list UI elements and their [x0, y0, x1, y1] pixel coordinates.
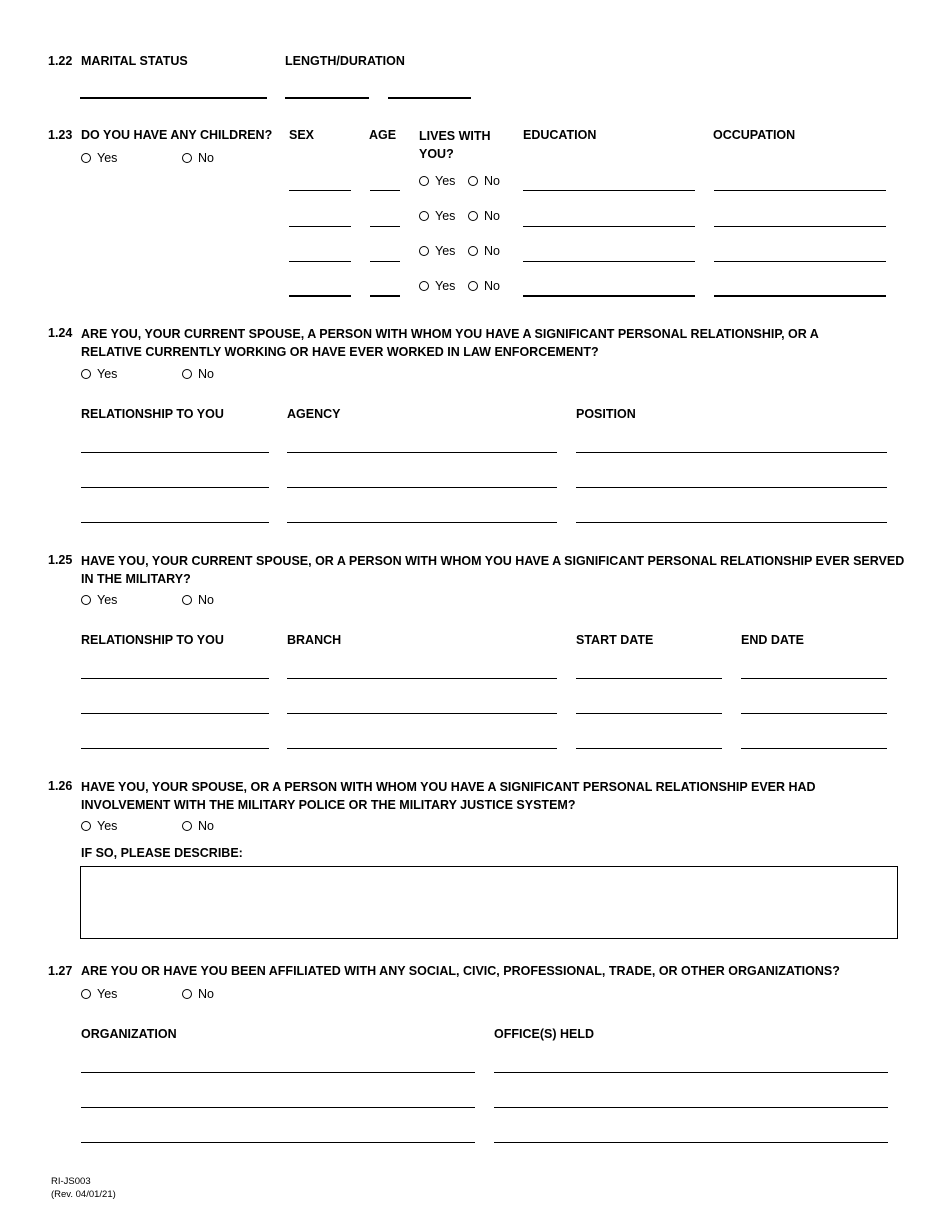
form-footer [51, 1175, 116, 1201]
child-4-sex-field[interactable] [289, 295, 351, 297]
radio-circle-icon [419, 211, 429, 221]
radio-circle-icon [81, 989, 91, 999]
mil-row-3-relationship-field[interactable] [81, 748, 269, 749]
q125-number: 1.25 [48, 553, 73, 567]
law-enforcement-no-radio[interactable]: No [182, 367, 214, 381]
q127-number: 1.27 [48, 964, 73, 978]
q122-number: 1.22 [48, 54, 73, 68]
mil-row-1-branch-field[interactable] [287, 678, 557, 679]
duration-field[interactable] [388, 97, 471, 99]
org-row-3-organization-field[interactable] [81, 1142, 475, 1143]
mil-relationship-header: RELATIONSHIP TO YOU [81, 633, 224, 647]
child-2-sex-field[interactable] [289, 226, 351, 227]
mil-row-3-end-field[interactable] [741, 748, 887, 749]
mil-row-2-branch-field[interactable] [287, 713, 557, 714]
mil-row-2-end-field[interactable] [741, 713, 887, 714]
le-row-3-agency-field[interactable] [287, 522, 557, 523]
children-no-radio[interactable]: No [182, 151, 214, 165]
radio-circle-icon [468, 211, 478, 221]
child-1-lives-yes-radio[interactable]: Yes [419, 174, 455, 188]
radio-circle-icon [81, 595, 91, 605]
le-row-3-relationship-field[interactable] [81, 522, 269, 523]
le-row-1-relationship-field[interactable] [81, 452, 269, 453]
le-row-3-position-field[interactable] [576, 522, 887, 523]
child-2-lives-yes-radio[interactable]: Yes [419, 209, 455, 223]
mil-end-date-header: END DATE [741, 633, 804, 647]
describe-label: IF SO, PLEASE DESCRIBE: [81, 846, 243, 860]
mil-row-3-start-field[interactable] [576, 748, 722, 749]
mil-row-3-branch-field[interactable] [287, 748, 557, 749]
q123-number: 1.23 [48, 128, 73, 142]
marital-status-field[interactable] [80, 97, 267, 99]
child-3-lives-no-radio[interactable]: No [468, 244, 500, 258]
mil-branch-header: BRANCH [287, 633, 342, 647]
child-4-lives-yes-radio[interactable]: Yes [419, 279, 455, 293]
radio-circle-icon [182, 369, 192, 379]
offices-held-header: OFFICE(S) HELD [494, 1027, 594, 1041]
child-3-age-field[interactable] [370, 261, 400, 262]
radio-circle-icon [468, 176, 478, 186]
child-2-age-field[interactable] [370, 226, 400, 227]
child-1-age-field[interactable] [370, 190, 400, 191]
le-row-2-relationship-field[interactable] [81, 487, 269, 488]
radio-circle-icon [182, 595, 192, 605]
mil-row-1-relationship-field[interactable] [81, 678, 269, 679]
military-question: HAVE YOU, YOUR CURRENT SPOUSE, OR A PERSON WITH WHOM YOU HAVE A SIGNIFICANT PERSONAL RELATIONSHIP EVER SERVED IN THE MILITARY? [81, 554, 905, 586]
children-question: DO YOU HAVE ANY CHILDREN? [81, 128, 273, 142]
law-enforcement-yes-radio[interactable]: Yes [81, 367, 117, 381]
child-3-sex-field[interactable] [289, 261, 351, 262]
child-4-lives-no-radio[interactable]: No [468, 279, 500, 293]
le-row-1-agency-field[interactable] [287, 452, 557, 453]
describe-textbox[interactable] [80, 866, 898, 939]
le-row-2-agency-field[interactable] [287, 487, 557, 488]
radio-circle-icon [182, 989, 192, 999]
child-2-lives-no-radio[interactable]: No [468, 209, 500, 223]
mil-row-1-end-field[interactable] [741, 678, 887, 679]
child-1-sex-field[interactable] [289, 190, 351, 191]
child-3-lives-yes-radio[interactable]: Yes [419, 244, 455, 258]
org-row-1-organization-field[interactable] [81, 1072, 475, 1073]
military-police-yes-radio[interactable]: Yes [81, 819, 117, 833]
law-enforcement-question: ARE YOU, YOUR CURRENT SPOUSE, A PERSON WITH WHOM YOU HAVE A SIGNIFICANT PERSONAL RELATIONSHIP, OR A RELATIVE CURRENTLY WORKING OR HAVE EVER WORKED IN LAW ENFORCEMENT? [81, 327, 819, 359]
military-police-question: HAVE YOU, YOUR SPOUSE, OR A PERSON WITH WHOM YOU HAVE A SIGNIFICANT PERSONAL RELATIONSHIP EVER HAD INVOLVEMENT WITH THE MILITARY POLICE OR THE MILITARY JUSTICE SYSTEM? [81, 780, 816, 812]
q124-number: 1.24 [48, 326, 73, 340]
radio-circle-icon [419, 176, 429, 186]
length-duration-label: LENGTH/DURATION [285, 54, 405, 68]
child-3-occupation-field[interactable] [714, 261, 886, 262]
radio-circle-icon [182, 153, 192, 163]
le-row-1-position-field[interactable] [576, 452, 887, 453]
mil-row-2-start-field[interactable] [576, 713, 722, 714]
le-agency-header: AGENCY [287, 407, 341, 421]
form-revision: (Rev. 04/01/21) [51, 1189, 116, 1200]
le-position-header: POSITION [576, 407, 636, 421]
org-row-1-offices-field[interactable] [494, 1072, 888, 1073]
military-police-no-radio[interactable]: No [182, 819, 214, 833]
age-header: AGE [369, 128, 397, 142]
child-4-age-field[interactable] [370, 295, 400, 297]
radio-circle-icon [419, 281, 429, 291]
children-yes-radio[interactable]: Yes [81, 151, 117, 165]
org-row-3-offices-field[interactable] [494, 1142, 888, 1143]
sex-header: SEX [289, 128, 315, 142]
child-2-education-field[interactable] [523, 226, 695, 227]
child-2-occupation-field[interactable] [714, 226, 886, 227]
child-1-lives-no-radio[interactable]: No [468, 174, 500, 188]
mil-start-date-header: START DATE [576, 633, 654, 647]
child-1-education-field[interactable] [523, 190, 695, 191]
child-3-education-field[interactable] [523, 261, 695, 262]
le-row-2-position-field[interactable] [576, 487, 887, 488]
marital-status-label: MARITAL STATUS [81, 54, 188, 68]
radio-circle-icon [419, 246, 429, 256]
education-header: EDUCATION [523, 128, 597, 142]
child-4-education-field[interactable] [523, 295, 695, 297]
radio-circle-icon [81, 153, 91, 163]
occupation-header: OCCUPATION [713, 128, 796, 142]
mil-row-1-start-field[interactable] [576, 678, 722, 679]
radio-circle-icon [81, 369, 91, 379]
q126-number: 1.26 [48, 779, 73, 793]
radio-circle-icon [468, 281, 478, 291]
radio-circle-icon [81, 821, 91, 831]
mil-row-2-relationship-field[interactable] [81, 713, 269, 714]
child-4-occupation-field[interactable] [714, 295, 886, 297]
organizations-no-radio[interactable]: No [182, 987, 214, 1001]
org-row-2-organization-field[interactable] [81, 1107, 475, 1108]
organizations-question: ARE YOU OR HAVE YOU BEEN AFFILIATED WITH ANY SOCIAL, CIVIC, PROFESSIONAL, TRADE, OR OTHER ORGANIZATIONS? [81, 964, 840, 978]
length-field[interactable] [285, 97, 369, 99]
child-1-occupation-field[interactable] [714, 190, 886, 191]
military-no-radio[interactable]: No [182, 593, 214, 607]
le-relationship-header: RELATIONSHIP TO YOU [81, 407, 224, 421]
radio-circle-icon [182, 821, 192, 831]
organization-header: ORGANIZATION [81, 1027, 177, 1041]
military-yes-radio[interactable]: Yes [81, 593, 117, 607]
org-row-2-offices-field[interactable] [494, 1107, 888, 1108]
form-id: RI-JS003 [51, 1176, 91, 1187]
lives-with-header: LIVES WITH YOU? [419, 129, 491, 161]
radio-circle-icon [468, 246, 478, 256]
organizations-yes-radio[interactable]: Yes [81, 987, 117, 1001]
